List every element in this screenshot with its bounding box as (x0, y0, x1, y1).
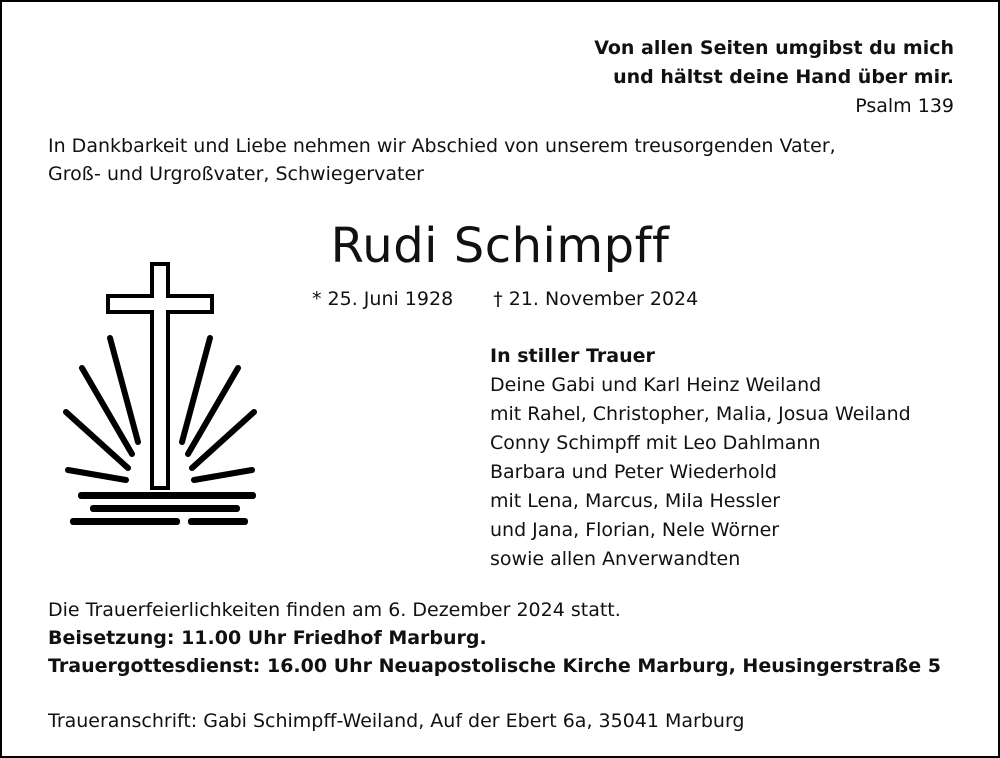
mourner-line: mit Rahel, Christopher, Malia, Josua Weiland (490, 403, 911, 425)
burial-info: Beisetzung: 11.00 Uhr Friedhof Marburg. (48, 627, 487, 649)
birth-date: * 25. Juni 1928 (312, 288, 454, 310)
cross-sunrise-icon (62, 260, 272, 536)
service-info: Trauergottesdienst: 16.00 Uhr Neuapostolische Kirche Marburg, Heusingerstraße 5 (48, 655, 941, 677)
intro-line-2: Groß- und Urgroßvater, Schwiegervater (48, 163, 424, 185)
deceased-name: Rudi Schimpff (330, 218, 670, 274)
ceremony-intro: Die Trauerfeierlichkeiten finden am 6. Dezember 2024 statt. (48, 599, 621, 621)
psalm-line-2: und hältst deine Hand über mir. (613, 66, 954, 88)
psalm-quote (594, 34, 954, 121)
mourner-line: sowie allen Anverwandten (490, 548, 741, 570)
intro-text (48, 132, 948, 188)
psalm-line-1: Von allen Seiten umgibst du mich (594, 37, 954, 59)
mourners-heading: In stiller Trauer (490, 345, 655, 367)
mourner-line: Barbara und Peter Wiederhold (490, 461, 777, 483)
mourner-line: Deine Gabi und Karl Heinz Weiland (490, 374, 822, 396)
mourners-list (490, 342, 911, 574)
ceremony-info (48, 596, 941, 680)
mourner-line: mit Lena, Marcus, Mila Hessler (490, 490, 781, 512)
mourner-line: und Jana, Florian, Nele Wörner (490, 519, 780, 541)
death-date: † 21. November 2024 (493, 288, 699, 310)
intro-line-1: In Dankbarkeit und Liebe nehmen wir Abschied von unserem treusorgenden Vater, (48, 135, 836, 157)
mourner-line: Conny Schimpff mit Leo Dahlmann (490, 432, 821, 454)
psalm-source: Psalm 139 (855, 95, 954, 117)
mourning-address: Traueranschrift: Gabi Schimpff-Weiland, Auf der Ebert 6a, 35041 Marburg (48, 710, 745, 732)
life-dates (312, 285, 698, 313)
